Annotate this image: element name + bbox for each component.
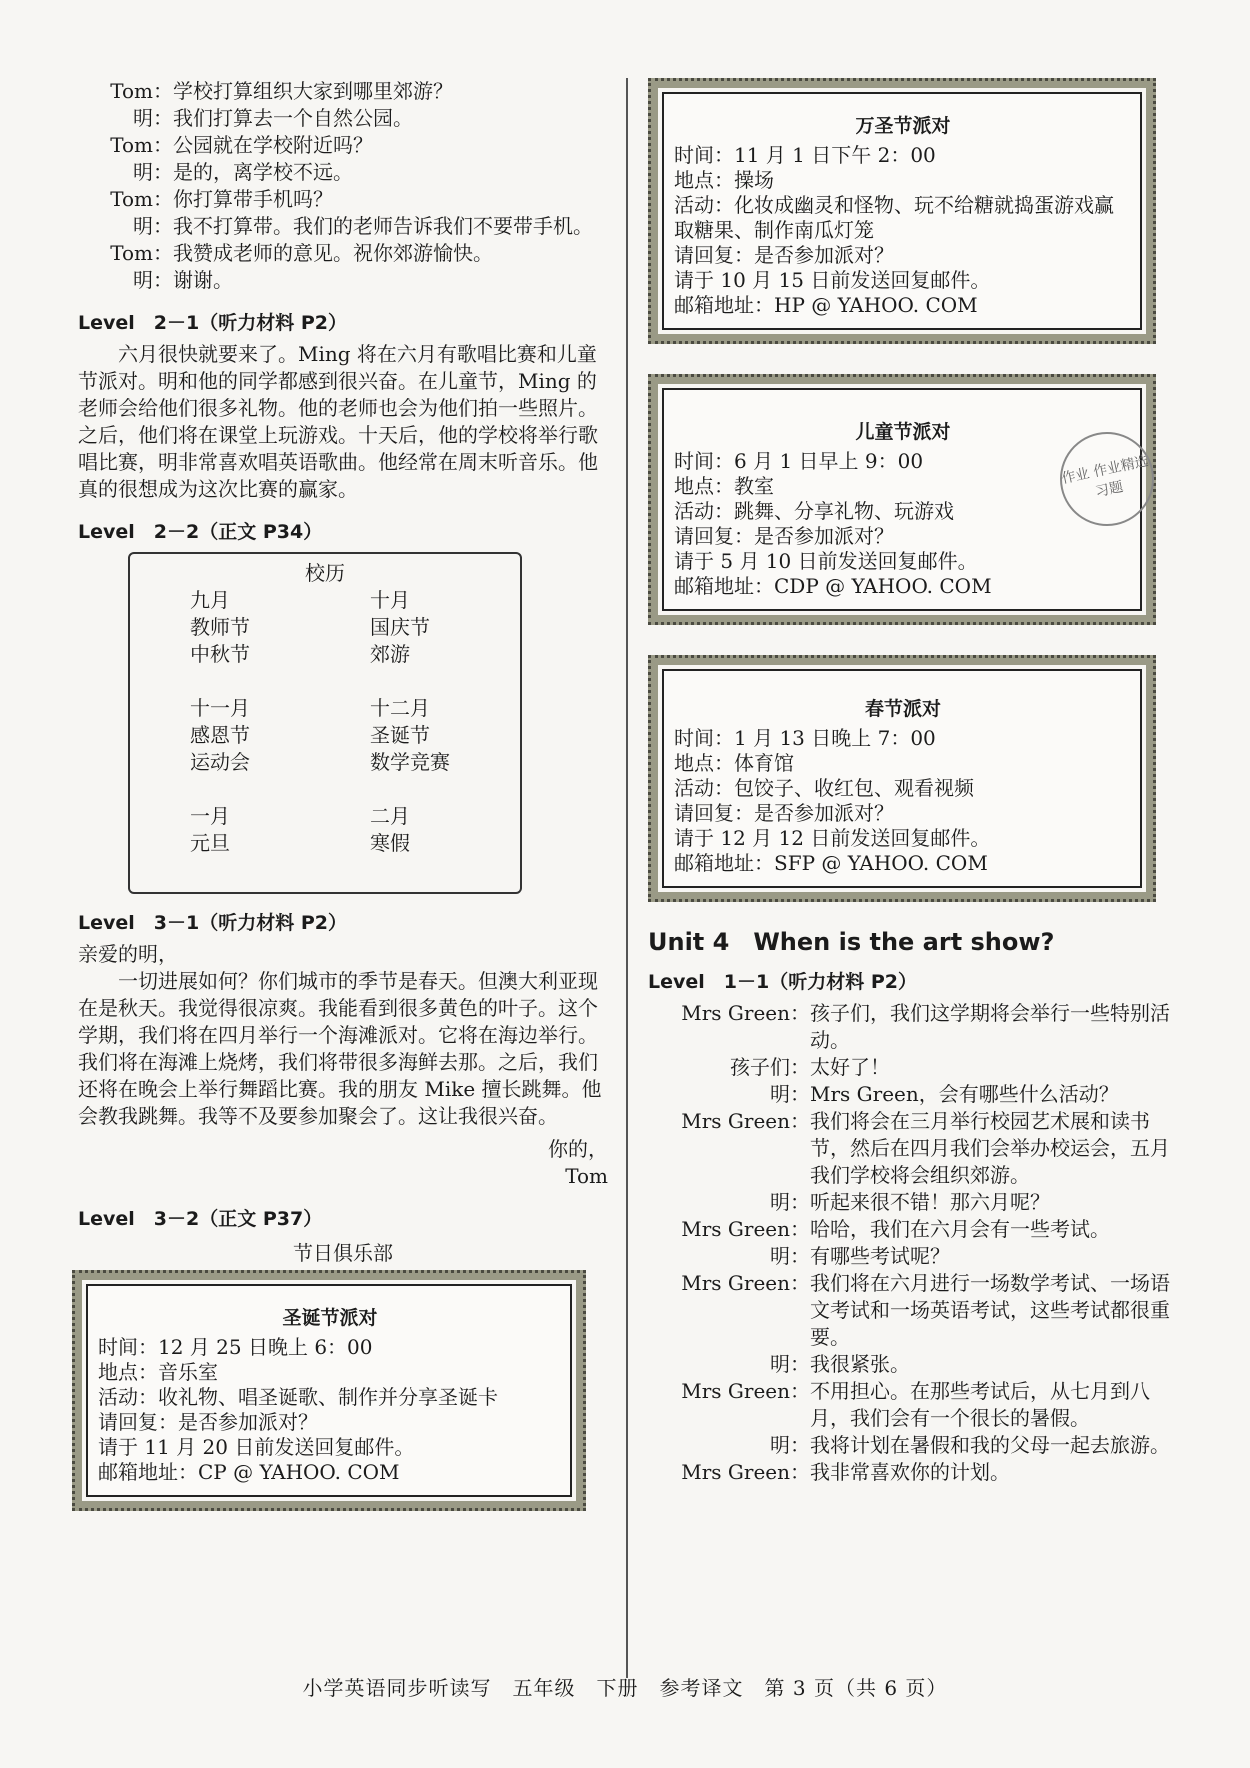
party-line: 活动：包饺子、收红包、观看视频 (674, 776, 974, 800)
party-line: 地点：音乐室 (98, 1360, 218, 1384)
dialogue-line (78, 78, 608, 105)
dialogue-1 (78, 78, 608, 294)
utterance: 有哪些考试呢？ (810, 1244, 950, 1268)
speaker: Tom： (110, 133, 173, 157)
party-line: 请于 12 月 12 日前发送回复邮件。 (674, 826, 991, 850)
party-line: 邮箱地址：HP @ YAHOO. COM (674, 293, 978, 317)
calendar-month (370, 587, 550, 668)
speaker: 明： (133, 106, 173, 130)
party-card-inner (662, 92, 1142, 330)
dialogue-line (648, 1459, 1178, 1486)
party-line: 时间：1 月 13 日晚上 7：00 (674, 726, 936, 750)
utterance: 你打算带手机吗？ (173, 187, 333, 211)
utterance: 我们将会在三月举行校园艺术展和读书节，然后在四月我们会举办校运会，五月我们学校将会组织郊游。 (810, 1109, 1170, 1187)
party-card-inner (86, 1284, 572, 1497)
party-title: 圣诞节派对 (282, 1307, 378, 1329)
speaker: Mrs Green： (681, 1217, 810, 1241)
event: 圣诞节 (370, 723, 430, 747)
month-name: 十二月 (370, 696, 430, 720)
letter-closing: 你的， (548, 1137, 608, 1161)
party-card-inner (662, 669, 1142, 888)
month-name: 十一月 (190, 696, 250, 720)
dialogue-line (78, 159, 608, 186)
event: 郊游 (370, 642, 410, 666)
dialogue-line (648, 1000, 1178, 1054)
speaker: 明： (133, 268, 173, 292)
dialogue-line (648, 1378, 1178, 1432)
utterance: 我非常喜欢你的计划。 (810, 1460, 1010, 1484)
party-line: 地点：教室 (674, 474, 774, 498)
left-column (78, 78, 608, 1511)
party-card-halloween (648, 78, 1156, 344)
section-heading: Level 3－1（听力材料 P2） (78, 912, 347, 934)
dialogue-line (648, 1081, 1178, 1108)
utterance: 孩子们，我们这学期将会举行一些特别活动。 (810, 1001, 1170, 1052)
speaker: 明： (133, 214, 173, 238)
utterance: 我们将在六月进行一场数学考试、一场语文考试和一场英语考试，这些考试都很重要。 (810, 1271, 1170, 1349)
speaker: Tom： (110, 79, 173, 103)
section-heading: Level 2－2（正文 P34） (78, 521, 323, 543)
school-calendar (128, 552, 522, 894)
party-line: 请回复：是否参加派对？ (98, 1410, 318, 1434)
letter-salutation: 亲爱的明， (78, 942, 178, 966)
party-line: 邮箱地址：CP @ YAHOO. COM (98, 1460, 400, 1484)
dialogue-line (648, 1108, 1178, 1189)
dialogue-line (78, 267, 608, 294)
party-line: 请回复：是否参加派对？ (674, 243, 894, 267)
party-card-spring-festival (648, 655, 1156, 902)
calendar-title: 校历 (305, 561, 345, 585)
speaker: 孩子们： (730, 1055, 810, 1079)
speaker: 明： (133, 160, 173, 184)
party-line: 邮箱地址：SFP @ YAHOO. COM (674, 851, 988, 875)
speaker: 明： (770, 1082, 810, 1106)
party-line: 时间：11 月 1 日下午 2：00 (674, 143, 936, 167)
party-line: 活动：化妆成幽灵和怪物、玩不给糖就捣蛋游戏赢取糖果、制作南瓜灯笼 (674, 193, 1114, 242)
speaker: Mrs Green： (681, 1109, 810, 1133)
speaker: 明： (770, 1352, 810, 1376)
calendar-month (190, 803, 370, 857)
calendar-grid (130, 587, 520, 884)
month-name: 十月 (370, 588, 410, 612)
dialogue-line (648, 1432, 1178, 1459)
calendar-month (370, 695, 550, 776)
utterance: 公园就在学校附近吗？ (173, 133, 373, 157)
utterance: 不用担心。在那些考试后，从七月到八月，我们会有一个很长的暑假。 (810, 1379, 1150, 1430)
utterance: 谢谢。 (173, 268, 233, 292)
party-line: 请回复：是否参加派对？ (674, 801, 894, 825)
dialogue-line (648, 1351, 1178, 1378)
utterance: 是的，离学校不远。 (173, 160, 353, 184)
dialogue-line (648, 1054, 1178, 1081)
speaker: Mrs Green： (681, 1001, 810, 1025)
utterance: 我很紧张。 (810, 1352, 910, 1376)
utterance: 太好了！ (810, 1055, 890, 1079)
party-line: 地点：体育馆 (674, 751, 794, 775)
calendar-month (370, 803, 550, 884)
section-heading: Level 2－1（听力材料 P2） (78, 312, 347, 334)
party-card-christmas (72, 1270, 586, 1511)
dialogue-line (78, 105, 608, 132)
utterance: 我将计划在暑假和我的父母一起去旅游。 (810, 1433, 1170, 1457)
party-line: 时间：6 月 1 日早上 9：00 (674, 449, 924, 473)
dialogue-line (78, 132, 608, 159)
utterance: Mrs Green，会有哪些什么活动？ (810, 1082, 1119, 1106)
letter-signature: Tom (565, 1164, 608, 1188)
dialogue-line (78, 240, 608, 267)
party-line: 请于 11 月 20 日前发送回复邮件。 (98, 1435, 415, 1459)
unit-title: Unit 4 When is the art show? (648, 928, 1055, 956)
paragraph: 六月很快就要来了。Ming 将在六月有歌唱比赛和儿童节派对。明和他的同学都感到很兴奋。在儿童节，Ming 的老师会给他们很多礼物。他的老师也会为他们拍一些照片。之后，他们将在课堂上玩游戏。十天后，他的学校将举行歌唱比赛，明非常喜欢唱英语歌曲。他经常在周末听音乐。他真的很想成为这次比赛的赢家。 (78, 342, 598, 501)
page-footer: 小学英语同步听读写 五年级 下册 参考译文 第 3 页（共 6 页） (302, 1676, 948, 1700)
party-line: 请回复：是否参加派对？ (674, 524, 894, 548)
event: 运动会 (190, 750, 250, 774)
letter-body: 一切进展如何？你们城市的季节是春天。但澳大利亚现在是秋天。我觉得很凉爽。我能看到很多黄色的叶子。这个学期，我们将在四月举行一个海滩派对。它将在海边举行。我们将在海滩上烧烤，我们将带很多海鲜去那。之后，我们还将在晚会上举行舞蹈比赛。我的朋友 Mike 擅长跳舞。他会教我跳舞。我等不及要参加聚会了。这让我很兴奋。 (78, 969, 602, 1128)
speaker: Mrs Green： (681, 1460, 810, 1484)
club-title: 节日俱乐部 (293, 1241, 393, 1265)
speaker: 明： (770, 1433, 810, 1457)
dialogue-line (78, 213, 608, 240)
right-column (648, 78, 1178, 1486)
calendar-month (190, 695, 370, 776)
month-name: 一月 (190, 804, 230, 828)
speaker: Tom： (110, 187, 173, 211)
column-divider (626, 78, 628, 1678)
event: 感恩节 (190, 723, 250, 747)
party-title: 万圣节派对 (855, 115, 951, 137)
utterance: 学校打算组织大家到哪里郊游？ (173, 79, 453, 103)
section-heading: Level 3－2（正文 P37） (78, 1208, 323, 1230)
section-heading: Level 1－1（听力材料 P2） (648, 971, 917, 993)
speaker: 明： (770, 1244, 810, 1268)
party-line: 请于 5 月 10 日前发送回复邮件。 (674, 549, 978, 573)
party-title: 儿童节派对 (855, 421, 951, 443)
month-name: 二月 (370, 804, 410, 828)
dialogue-line (78, 186, 608, 213)
utterance: 哈哈，我们在六月会有一些考试。 (810, 1217, 1110, 1241)
party-line: 邮箱地址：CDP @ YAHOO. COM (674, 574, 992, 598)
dialogue-line (648, 1243, 1178, 1270)
party-line: 地点：操场 (674, 168, 774, 192)
utterance: 我赞成老师的意见。祝你郊游愉快。 (173, 241, 493, 265)
utterance: 听起来很不错！那六月呢？ (810, 1190, 1050, 1214)
utterance: 我们打算去一个自然公园。 (173, 106, 413, 130)
event: 教师节 (190, 615, 250, 639)
speaker: Mrs Green： (681, 1271, 810, 1295)
event: 数学竞赛 (370, 750, 450, 774)
party-line: 活动：跳舞、分享礼物、玩游戏 (674, 499, 954, 523)
month-name: 九月 (190, 588, 230, 612)
dialogue-line (648, 1270, 1178, 1351)
utterance: 我不打算带。我们的老师告诉我们不要带手机。 (173, 214, 593, 238)
dialogue-line (648, 1216, 1178, 1243)
event: 国庆节 (370, 615, 430, 639)
calendar-month (190, 587, 370, 668)
event: 中秋节 (190, 642, 250, 666)
party-line: 活动：收礼物、唱圣诞歌、制作并分享圣诞卡 (98, 1385, 498, 1409)
party-title: 春节派对 (864, 698, 941, 720)
party-line: 时间：12 月 25 日晚上 6：00 (98, 1335, 373, 1359)
speaker: Tom： (110, 241, 173, 265)
event: 寒假 (370, 831, 410, 855)
speaker: Mrs Green： (681, 1379, 810, 1403)
speaker: 明： (770, 1190, 810, 1214)
party-line: 请于 10 月 15 日前发送回复邮件。 (674, 268, 991, 292)
dialogue-line (648, 1189, 1178, 1216)
dialogue-2 (648, 1000, 1178, 1486)
event: 元旦 (190, 831, 230, 855)
stamp-text: 作业 作业精选习题 (1060, 453, 1151, 501)
